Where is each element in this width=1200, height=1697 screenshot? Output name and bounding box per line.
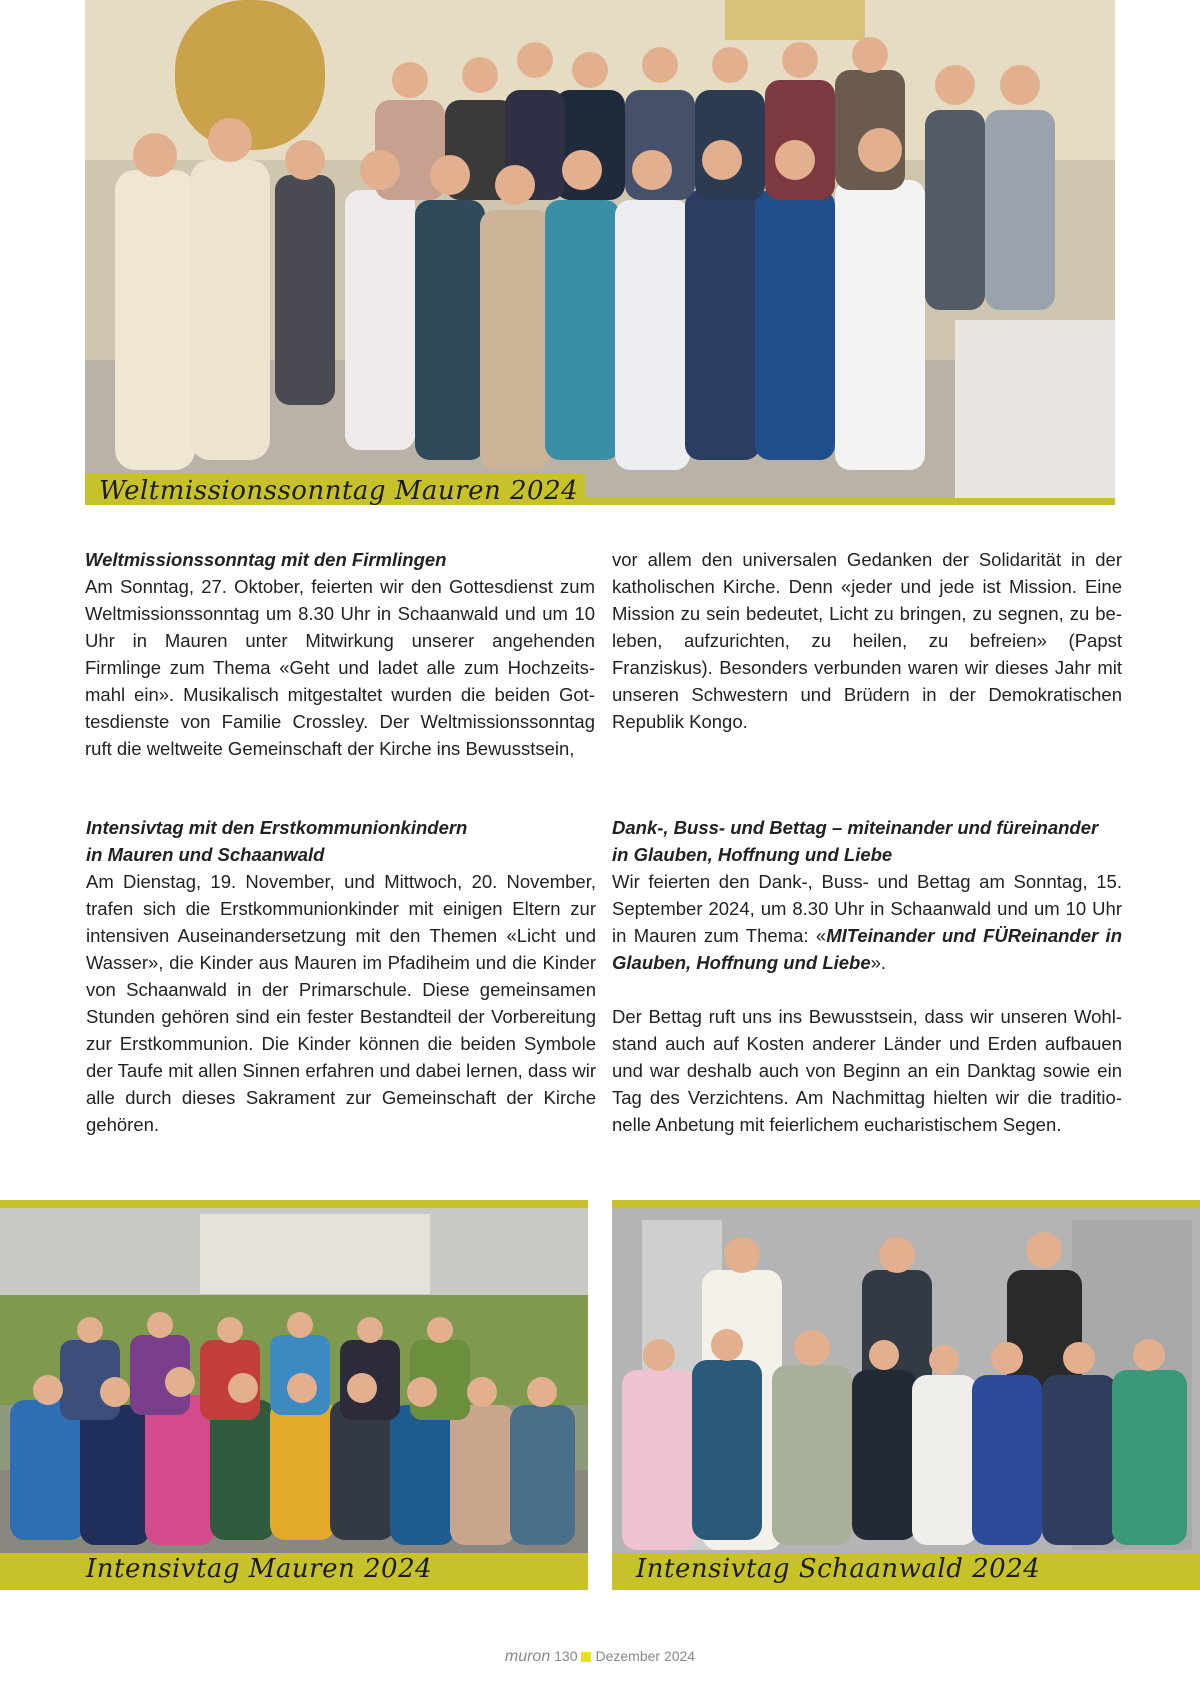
weltmission-heading: Weltmissionssonntag mit den Firmlingen [85, 549, 447, 570]
bettag-column [612, 814, 1122, 1138]
bettag-heading-line2: in Glauben, Hoffnung und Liebe [612, 844, 893, 865]
bettag-body-second: Der Bettag ruft uns ins Bewusstsein, dass wir unseren Wohlstand auch auf Kosten anderer Länder und Erden aufbauen und war deshalb auch von Beginn an ein Danktag sowie ein Tag des Verzichtens. Am Nachmittag hielten wir die traditionelle Anbetung mit feierlichem eucharistischem Segen. [612, 1006, 1122, 1135]
top-photo [85, 0, 1115, 505]
bettag-body-theme: MITeinander und FÜReinander in Glauben, Hoffnung und Liebe [612, 925, 1122, 973]
weltmission-body-part1: Am Sonntag, 27. Oktober, feierten wir den Gottesdienst zum Weltmissionssonntag um 8.30 Uhr in Schaanwald und um 10 Uhr in Mauren unter Mitwirkung unserer angehenden Firmlinge zum Thema «Geht und ladet alle zum Hochzeitsmahl ein». Musikalisch mitgestaltet wurden die beiden Gottesdienste von Familie Crossley. Der Weltmissionssonntag ruft die weltweite Gemeinschaft der Kirche ins Bewusstsein, [85, 576, 595, 759]
intensivtag-body: Am Dienstag, 19. November, und Mittwoch, 20. November, trafen sich die Erstkommunionkinder mit einigen Eltern zur intensiven Auseinandersetzung mit den Themen «Licht und Wasser», die Kinder aus Mauren im Pfadiheim und die Kinder von Schaanwald in der Primarschule. Diese gemeinsamen Stunden gehören sind ein fester Bestandteil der Vorbereitung zur Erstkommunion. Die Kinder können die beiden Symbole der Taufe mit allen Sinnen erfahren und dabei lernen, dass wir alle durch dieses Sakrament zur Gemeinschaft der Kirche gehören. [86, 871, 596, 1135]
bottom-right-photo-caption: Intensivtag Schaanwald 2024 [636, 1554, 1041, 1584]
bottom-left-photo [0, 1200, 588, 1590]
bettag-heading-line1: Dank-, Buss- und Bettag – miteinander und füreinander [612, 817, 1099, 838]
intensivtag-column [86, 814, 596, 1138]
weltmission-body-part2: vor allem den universalen Gedanken der Solidarität in der katholischen Kirche. Denn «jeder und jede ist Mission. Eine Mission zu sein bedeutet, Licht zu bringen, zu segnen, zu beleben, aufzurichten, zu heilen, zu befreien» (Papst Franziskus). Besonders verbunden waren wir dieses Jahr mit unseren Schwestern und Brüdern in der Demokratischen Republik Kongo. [612, 549, 1122, 732]
bettag-body-first [612, 868, 1122, 976]
bettag-body-intro: Wir feierten den Dank-, Buss- und Bettag am Sonntag, 15. September 2024, um 8.30 Uhr in Schaanwald und um 10 Uhr in Mauren zum Thema: « [612, 871, 1122, 946]
entrance-group-photo-icon [612, 1200, 1200, 1590]
intensivtag-heading-line1: Intensivtag mit den Erstkommunionkindern [86, 817, 468, 838]
bettag-body-close: ». [870, 952, 887, 973]
footer-square-icon [581, 1652, 591, 1662]
page-footer [0, 1648, 1200, 1666]
bottom-right-photo [612, 1200, 1200, 1590]
bottom-left-photo-caption: Intensivtag Mauren 2024 [86, 1554, 433, 1584]
footer-issue: 130 [554, 1648, 578, 1664]
intensivtag-heading-line2: in Mauren und Schaanwald [86, 844, 325, 865]
weltmission-column-left [85, 546, 595, 762]
footer-brand: muron [504, 1648, 551, 1665]
top-photo-caption: Weltmissionssonntag Mauren 2024 [99, 476, 579, 505]
church-group-photo-icon [85, 0, 1115, 505]
footer-date: Dezember 2024 [595, 1648, 696, 1664]
outdoor-group-photo-icon [0, 1200, 588, 1590]
weltmission-column-right [612, 546, 1122, 735]
